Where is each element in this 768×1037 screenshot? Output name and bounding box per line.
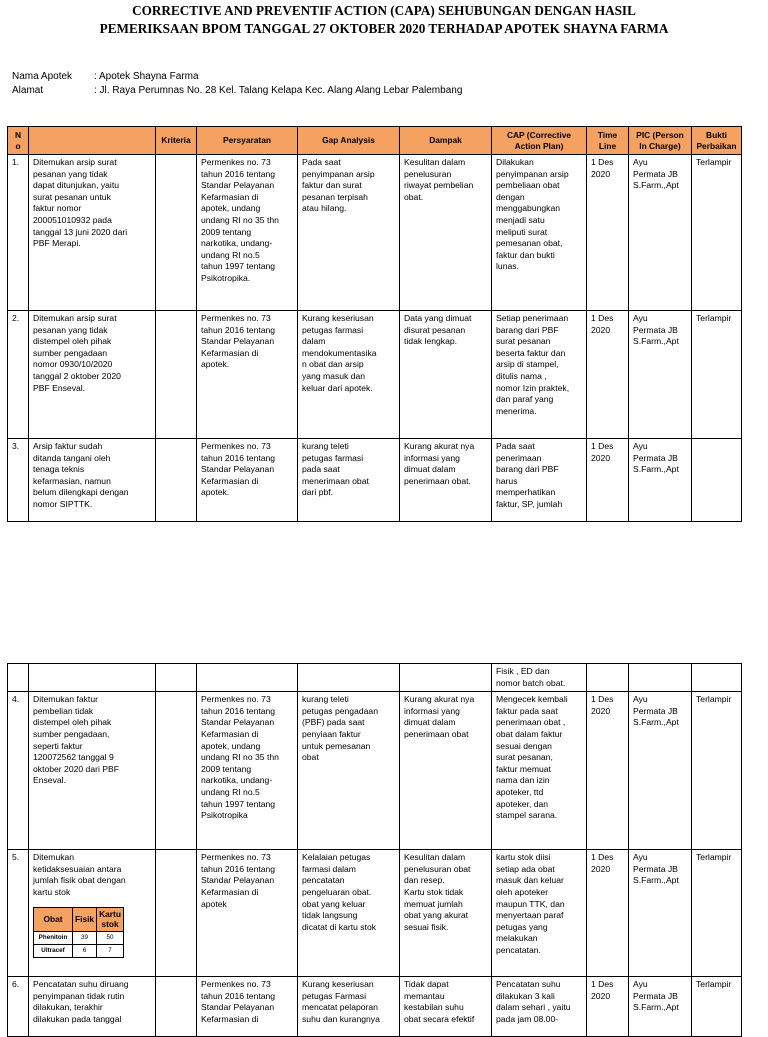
table-row bbox=[8, 692, 742, 850]
cell-cap: Dilakukan penyimpanan arsip pembeliaan obat dengan menggabungkan menjadi satu meliputi surat pemesanan obat, faktur dan bukti lunas. bbox=[492, 155, 587, 311]
stock-header-kartu: Kartu stok bbox=[97, 907, 124, 931]
pharmacy-name-row bbox=[12, 71, 199, 83]
header-cap: CAP (Corrective Action Plan) bbox=[492, 127, 587, 155]
cell-empty bbox=[692, 664, 742, 692]
cell-kriteria: Pencatatan suhu diruang penyimpanan tidak rutin dilakukan, terakhir dilakukan pada tanggal bbox=[29, 977, 156, 1037]
kriteria-text: Ditemukan ketidaksesuaian antara jumlah fisik obat dengan kartu stok bbox=[33, 852, 126, 897]
cell-gap: Kurang keseriusan petugas Farmasi mencatat pelaporan suhu dan kurangnya bbox=[298, 977, 400, 1037]
document-title bbox=[0, 0, 768, 38]
stock-comparison-table bbox=[33, 907, 124, 958]
cell-bukti bbox=[692, 439, 742, 522]
cell-pic: Ayu Permata JB S.Farm.,Apt bbox=[629, 692, 692, 850]
cell-no: 3. bbox=[8, 439, 29, 522]
stock-cell: Phenitoin bbox=[34, 931, 73, 944]
table-row bbox=[8, 155, 742, 311]
cell-dampak: Kesulitan dalam penelusuran obat dan resep. Kartu stok tidak memuat jumlah obat yang akurat sesuai fisik. bbox=[400, 850, 492, 977]
cell-no: 1. bbox=[8, 155, 29, 311]
cell-pic: Ayu Permata JB S.Farm.,Apt bbox=[629, 977, 692, 1037]
header-no: N o bbox=[8, 127, 29, 155]
stock-cell: 7 bbox=[97, 944, 124, 957]
cell-timeline: 1 Des 2020 bbox=[587, 439, 629, 522]
cell-empty bbox=[400, 664, 492, 692]
cell-cap: Pada saat penerimaan barang dari PBF harus memperhatikan faktur, SP, jumlah bbox=[492, 439, 587, 522]
cell-empty bbox=[587, 664, 629, 692]
cell-persyaratan: Permenkes no. 73 tahun 2016 tentang Standar Pelayanan Kefarmasian di bbox=[197, 977, 298, 1037]
cell-pic: Ayu Permata JB S.Farm.,Apt bbox=[629, 155, 692, 311]
pharmacy-address-label: Alamat bbox=[12, 85, 44, 96]
cell-empty bbox=[29, 664, 156, 692]
cell-no: 4. bbox=[8, 692, 29, 850]
capa-table-page-2 bbox=[7, 663, 742, 1037]
cell-persyaratan: Permenkes no. 73 tahun 2016 tentang Standar Pelayanan Kefarmasian di apotek. bbox=[197, 311, 298, 439]
cell-timeline: 1 Des 2020 bbox=[587, 977, 629, 1037]
cell-dampak: Kurang akurat nya informasi yang dimuat dalam penerimaan obat bbox=[400, 692, 492, 850]
cell-empty bbox=[197, 664, 298, 692]
cell-dampak: Data yang dimuat disurat pesanan tidak lengkap. bbox=[400, 311, 492, 439]
cell-cap: Setiap penerimaan barang dari PBF surat pesanan beserta faktur dan arsip di stampel, ditulis nama , nomor Izin praktek, dan paraf yang menerima. bbox=[492, 311, 587, 439]
header-bukti: Bukti Perbaikan bbox=[692, 127, 742, 155]
table-header-row bbox=[8, 127, 742, 155]
pharmacy-name-value: : Apotek Shayna Farma bbox=[94, 71, 199, 82]
title-line-1: CORRECTIVE AND PREVENTIF ACTION (CAPA) SEHUBUNGAN DENGAN HASIL bbox=[132, 3, 636, 18]
table-row bbox=[8, 850, 742, 977]
cell-pic: Ayu Permata JB S.Farm.,Apt bbox=[629, 311, 692, 439]
cell-empty bbox=[156, 311, 197, 439]
cell-pic: Ayu Permata JB S.Farm.,Apt bbox=[629, 850, 692, 977]
cell-persyaratan: Permenkes no. 73 tahun 2016 tentang Standar Pelayanan Kefarmasian di apotek, undang undang RI no 35 thn 2009 tentang narkotika, undang- undang RI no.5 tahun 1997 tentang Psikotropika bbox=[197, 692, 298, 850]
capa-table-page-1 bbox=[7, 126, 742, 522]
table-row bbox=[8, 439, 742, 522]
cell-dampak: Kesulitan dalam penelusuran riwayat pembelian obat. bbox=[400, 155, 492, 311]
cell-gap: Pada saat penyimpanan arsip faktur dan surat pesanan terpisah atau hilang. bbox=[298, 155, 400, 311]
header-dampak: Dampak bbox=[400, 127, 492, 155]
cell-no: 2. bbox=[8, 311, 29, 439]
cell-empty bbox=[156, 439, 197, 522]
table-row bbox=[8, 311, 742, 439]
cell-gap: Kelalaian petugas farmasi dalam pencatatan pengeluaran obat. obat yang keluar tidak langsung dicatat di kartu stok bbox=[298, 850, 400, 977]
stock-cell: 6 bbox=[73, 944, 97, 957]
cell-pic: Ayu Permata JB S.Farm.,Apt bbox=[629, 439, 692, 522]
pharmacy-name-label: Nama Apotek bbox=[12, 71, 73, 82]
cell-kriteria: Ditemukan arsip surat pesanan yang tidak dapat ditunjukan, yaitu surat pesanan untuk faktur nomor 200051010932 pada tanggal 13 juni 2020 dari PBF Merapi. bbox=[29, 155, 156, 311]
cell-empty bbox=[156, 692, 197, 850]
header-persyaratan: Persyaratan bbox=[197, 127, 298, 155]
cell-persyaratan: Permenkes no. 73 tahun 2016 tentang Standar Pelayanan Kefarmasian di apotek bbox=[197, 850, 298, 977]
stock-header-obat: Obat bbox=[34, 907, 73, 931]
header-pic: PIC (Person In Charge) bbox=[629, 127, 692, 155]
cell-bukti: Terlampir bbox=[692, 977, 742, 1037]
cell-empty bbox=[8, 664, 29, 692]
cell-gap: kurang teleti petugas pengadaan (PBF) pada saat penyiaan faktur untuk pemesanan obat bbox=[298, 692, 400, 850]
cell-timeline: 1 Des 2020 bbox=[587, 692, 629, 850]
pharmacy-address-value: : Jl. Raya Perumnas No. 28 Kel. Talang Kelapa Kec. Alang Alang Lebar Palembang bbox=[94, 85, 463, 96]
cell-persyaratan: Permenkes no. 73 tahun 2016 tentang Standar Pelayanan Kefarmasian di apotek. bbox=[197, 439, 298, 522]
stock-header-fisik: Fisik bbox=[73, 907, 97, 931]
title-line-2: PEMERIKSAAN BPOM TANGGAL 27 OKTOBER 2020 TERHADAP APOTEK SHAYNA FARMA bbox=[99, 21, 669, 36]
cell-persyaratan: Permenkes no. 73 tahun 2016 tentang Standar Pelayanan Kefarmasian di apotek, undang undang RI no 35 thn 2009 tentang narkotika, undang- undang RI no.5 tahun 1997 tentang Psikotropika. bbox=[197, 155, 298, 311]
cell-empty bbox=[156, 664, 197, 692]
cell-bukti: Terlampir bbox=[692, 311, 742, 439]
cell-bukti: Terlampir bbox=[692, 155, 742, 311]
pharmacy-address-row bbox=[12, 85, 462, 97]
cell-bukti: Terlampir bbox=[692, 850, 742, 977]
cell-cap: Fisik , ED dan nomor batch obat. bbox=[492, 664, 587, 692]
cell-empty bbox=[298, 664, 400, 692]
cell-empty bbox=[156, 850, 197, 977]
continuation-row bbox=[8, 664, 742, 692]
cell-dampak: Tidak dapat memantau kestabilan suhu obat secara efektif bbox=[400, 977, 492, 1037]
cell-timeline: 1 Des 2020 bbox=[587, 155, 629, 311]
cell-cap: Mengecek kembali faktur pada saat penerimaan obat , obat dalam faktur sesuai dengan surat pesanan, faktur memuat nama dan izin apoteker, ttd apoteker, dan stampel sarana. bbox=[492, 692, 587, 850]
header-gap-analysis: Gap Analysis bbox=[298, 127, 400, 155]
cell-cap: Pencatatan suhu dilakukan 3 kali dalam sehari , yaitu pada jam 08.00- bbox=[492, 977, 587, 1037]
table-row bbox=[8, 977, 742, 1037]
cell-timeline: 1 Des 2020 bbox=[587, 850, 629, 977]
stock-cell: 50 bbox=[97, 931, 124, 944]
header-time-line: Time Line bbox=[587, 127, 629, 155]
stock-cell: 39 bbox=[73, 931, 97, 944]
cell-kriteria: Ditemukan faktur pembelian tidak distempel oleh pihak sumber pengadaan, seperti faktur 120072562 tanggal 9 oktober 2020 dari PBF Enseval. bbox=[29, 692, 156, 850]
cell-kriteria bbox=[29, 850, 156, 977]
cell-cap: kartu stok diisi setiap ada obat masuk dan keluar oleh apoteker maupun TTK, dan menyertaan paraf petugas yang melakukan pencatatan. bbox=[492, 850, 587, 977]
cell-no: 5. bbox=[8, 850, 29, 977]
cell-gap: Kurang keseriusan petugas farmasi dalam mendokumentasika n obat dan arsip yang masuk dan keluar dari apotek. bbox=[298, 311, 400, 439]
cell-kriteria: Ditemukan arsip surat pesanan yang tidak distempel oleh pihak sumber pengadaan nomor 0930/10/2020 tanggal 2 oktober 2020 PBF Enseval. bbox=[29, 311, 156, 439]
cell-bukti: Terlampir bbox=[692, 692, 742, 850]
cell-empty bbox=[629, 664, 692, 692]
header-kriteria: Kriteria bbox=[156, 127, 197, 155]
header-empty bbox=[29, 127, 156, 155]
cell-no: 6. bbox=[8, 977, 29, 1037]
cell-empty bbox=[156, 155, 197, 311]
cell-empty bbox=[156, 977, 197, 1037]
cell-kriteria: Arsip faktur sudah ditanda tangani oleh tenaga teknis kefarmasian, namun belum dilengkapi dengan nomor SIPTTK. bbox=[29, 439, 156, 522]
cell-dampak: Kurang akurat nya informasi yang dimuat dalam penerimaan obat. bbox=[400, 439, 492, 522]
stock-cell: Ultracef bbox=[34, 944, 73, 957]
cell-gap: kurang teleti petugas farmasi pada saat menerimaan obat dari pbf. bbox=[298, 439, 400, 522]
cell-timeline: 1 Des 2020 bbox=[587, 311, 629, 439]
